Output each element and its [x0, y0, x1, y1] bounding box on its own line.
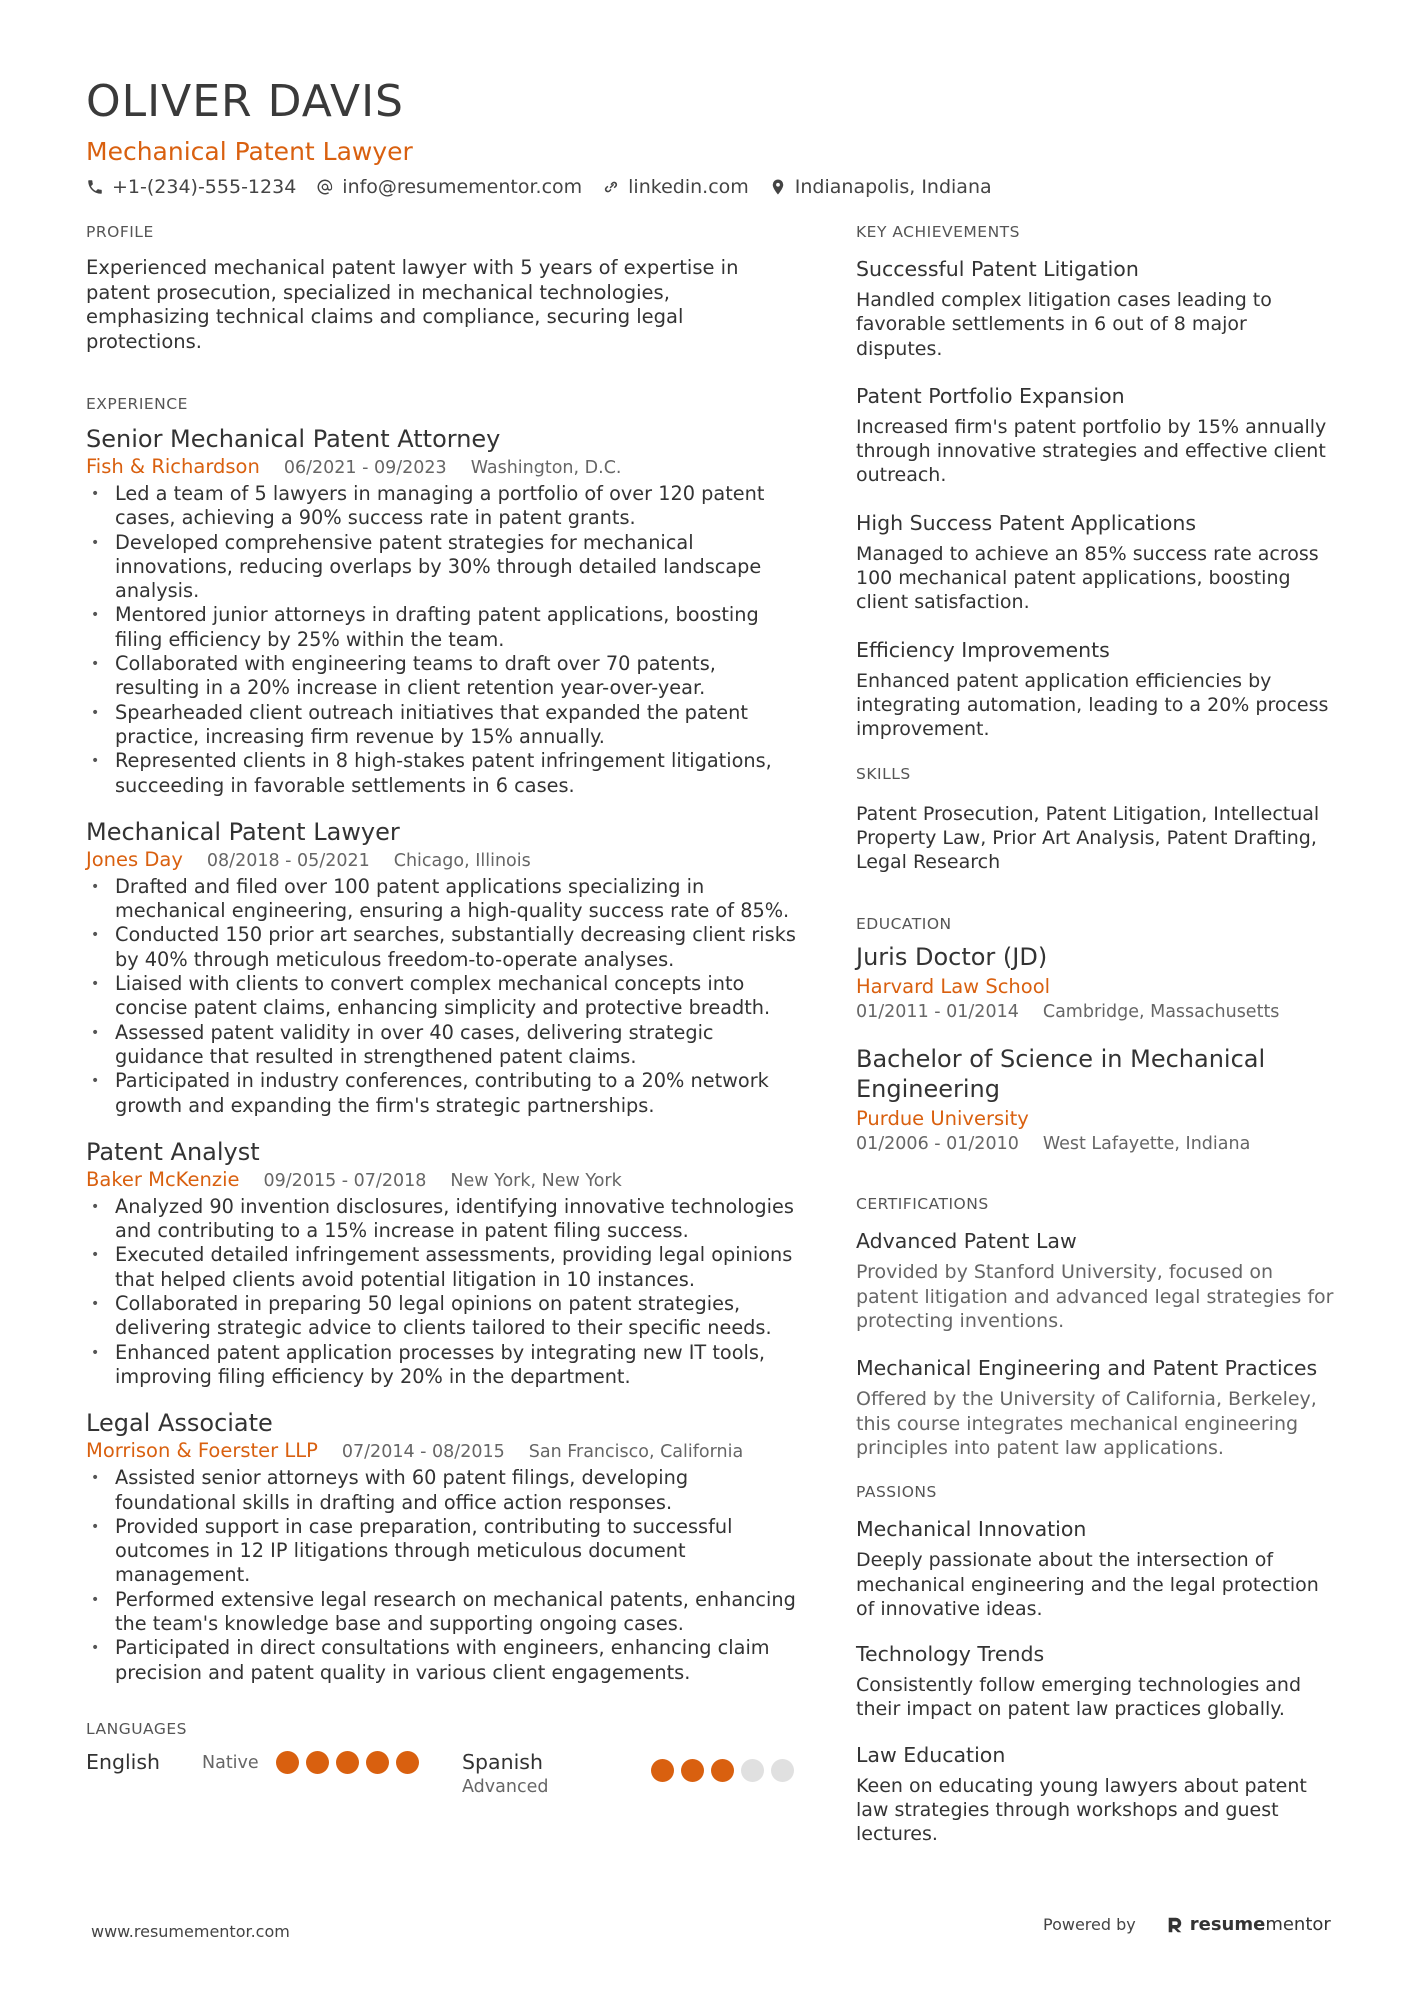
- job-bullets: [86, 1195, 798, 1389]
- achievement-item: [856, 256, 1334, 361]
- location-pin-icon: [769, 178, 787, 196]
- bullet-item: • Conducted 150 prior art searches, substantially decreasing client risks by 40% through meticulous freedom-to-operate analyses.: [86, 923, 798, 972]
- rating-dot-filled: [306, 1751, 329, 1774]
- education-location: Cambridge, Massachusetts: [1042, 1002, 1280, 1023]
- passion-item: [856, 1516, 1334, 1621]
- left-column: [86, 222, 798, 1799]
- bullet-item: • Collaborated in preparing 50 legal opinions on patent strategies, delivering strategic advice to clients tailored to their specific needs.: [86, 1292, 798, 1341]
- brand-name-bold: resume: [1189, 1914, 1266, 1935]
- language-rating: [651, 1759, 794, 1782]
- link-text: linkedin.com: [628, 176, 749, 198]
- education-date: 01/2011 - 01/2014: [856, 1002, 1019, 1023]
- brand-name-light: mentor: [1265, 1914, 1331, 1935]
- job-date: 08/2018 - 05/2021: [206, 850, 370, 871]
- achievement-title: Efficiency Improvements: [856, 637, 1110, 662]
- profile-summary: Experienced mechanical patent lawyer with 5 years of expertise in patent prosecution, specialized in mechanical technologies, emphasizing technical claims and compliance, securing legal protections.: [86, 256, 739, 353]
- bullet-item: • Collaborated with engineering teams to draft over 70 patents, resulting in a 20% increase in client retention year-over-year.: [86, 652, 798, 701]
- certifications-section: [856, 1194, 1334, 1460]
- certification-item: [856, 1228, 1334, 1333]
- achievement-desc: Handled complex litigation cases leading to favorable settlements in 6 out of 8 major disputes.: [856, 289, 1272, 360]
- bullet-item: • Led a team of 5 lawyers in managing a portfolio of over 120 patent cases, achieving a 90% success rate in patent grants.: [86, 482, 798, 531]
- job-location: New York, New York: [450, 1170, 622, 1191]
- passion-item: [856, 1641, 1334, 1722]
- skills-section: [856, 764, 1334, 875]
- job-company: Morrison & Foerster LLP: [86, 1439, 318, 1463]
- education-degree: Bachelor of Science in Mechanical Engineering: [856, 1045, 1266, 1104]
- rating-dot-filled: [396, 1751, 419, 1774]
- candidate-title: Mechanical Patent Lawyer: [86, 137, 413, 166]
- achievement-item: [856, 383, 1334, 488]
- education-item: [856, 1044, 1334, 1156]
- job-date: 06/2021 - 09/2023: [283, 458, 447, 478]
- skills-heading: SKILLS: [856, 764, 911, 783]
- rating-dot-empty: [741, 1759, 764, 1782]
- achievement-title: High Success Patent Applications: [856, 510, 1197, 535]
- job-location: San Francisco, California: [528, 1442, 744, 1463]
- bullet-item: • Participated in industry conferences, contributing to a 20% network growth and expanding the firm's strategic partnerships.: [86, 1069, 798, 1118]
- job-entry: [86, 1137, 798, 1389]
- certifications-heading: CERTIFICATIONS: [856, 1195, 989, 1214]
- language-name: Spanish: [462, 1749, 543, 1774]
- job-bullets: [86, 482, 798, 798]
- resumementor-logo-icon: [1166, 1916, 1184, 1934]
- job-meta: [86, 1168, 798, 1191]
- languages-heading: LANGUAGES: [86, 1719, 188, 1738]
- bullet-item: • Executed detailed infringement assessments, providing legal opinions that helped clients avoid potential litigation in 10 instances.: [86, 1243, 798, 1292]
- link-icon: [602, 178, 620, 196]
- education-section: [856, 914, 1334, 1156]
- job-role: Legal Associate: [86, 1409, 273, 1438]
- passion-desc: Deeply passionate about the intersection of mechanical engineering and the legal protection of innovative ideas.: [856, 1549, 1319, 1620]
- rating-dot-filled: [336, 1751, 359, 1774]
- rating-dot-empty: [771, 1759, 794, 1782]
- rating-dot-filled: [651, 1759, 674, 1782]
- job-entry: [86, 424, 798, 798]
- profile-section: [86, 222, 798, 354]
- passion-title: Law Education: [856, 1742, 1006, 1767]
- bullet-item: • Represented clients in 8 high-stakes patent infringement litigations, succeeding in favorable settlements in 6 cases.: [86, 749, 798, 798]
- contact-location: [769, 176, 992, 198]
- powered-by-label: Powered by: [1043, 1915, 1136, 1934]
- education-meta: [856, 1132, 1334, 1156]
- at-icon: [316, 178, 334, 196]
- passion-item: [856, 1742, 1334, 1847]
- language-level: Native: [202, 1752, 259, 1773]
- brand-logo[interactable]: [1166, 1914, 1331, 1935]
- bullet-item: • Assisted senior attorneys with 60 patent filings, developing foundational skills in drafting and office action responses.: [86, 1466, 798, 1515]
- resume-header: [86, 74, 1326, 198]
- bullet-item: • Liaised with clients to convert complex mechanical concepts into concise patent claims, enhancing simplicity and protective breadth.: [86, 972, 798, 1021]
- location-text: Indianapolis, Indiana: [794, 176, 992, 198]
- language-rating: [276, 1751, 419, 1774]
- rating-dot-filled: [681, 1759, 704, 1782]
- job-company: Jones Day: [86, 847, 183, 871]
- rating-dot-filled: [711, 1759, 734, 1782]
- job-date: 09/2015 - 07/2018: [263, 1170, 427, 1191]
- passion-title: Mechanical Innovation: [856, 1517, 1087, 1542]
- bullet-item: • Spearheaded client outreach initiatives that expanded the patent practice, increasing firm revenue by 15% annually.: [86, 701, 798, 750]
- job-role: Patent Analyst: [86, 1137, 260, 1166]
- bullet-item: • Analyzed 90 invention disclosures, identifying innovative technologies and contributing to a 15% increase in patent filing success.: [86, 1195, 798, 1244]
- education-location: West Lafayette, Indiana: [1042, 1134, 1251, 1155]
- rating-dot-filled: [366, 1751, 389, 1774]
- email-text: info@resumementor.com: [342, 176, 583, 198]
- certification-desc: Provided by Stanford University, focused on patent litigation and advanced legal strategies for protecting inventions.: [856, 1261, 1334, 1333]
- education-heading: EDUCATION: [856, 915, 952, 934]
- contact-email[interactable]: [316, 176, 582, 198]
- candidate-name: OLIVER DAVIS: [86, 76, 404, 127]
- achievement-desc: Managed to achieve an 85% success rate across 100 mechanical patent applications, boosting client satisfaction.: [856, 542, 1319, 614]
- language-name: English: [86, 1749, 161, 1774]
- languages-list: [86, 1749, 798, 1799]
- job-meta: [86, 455, 798, 478]
- job-role: Mechanical Patent Lawyer: [86, 817, 400, 846]
- passion-title: Technology Trends: [856, 1642, 1045, 1667]
- bullet-item: • Provided support in case preparation, contributing to successful outcomes in 12 IP litigations through meticulous document management.: [86, 1515, 798, 1588]
- job-location: Washington, D.C.: [470, 458, 622, 478]
- bullet-item: • Mentored junior attorneys in drafting patent applications, boosting filing efficiency by 25% within the team.: [86, 603, 798, 652]
- achievement-desc: Increased firm's patent portfolio by 15% annually through innovative strategies and effective client outreach.: [856, 415, 1327, 487]
- bullet-item: • Developed comprehensive patent strategies for mechanical innovations, reducing overlaps by 30% through detailed landscape analysis.: [86, 531, 798, 604]
- job-bullets: [86, 1466, 798, 1685]
- language-level: Advanced: [462, 1776, 549, 1797]
- experience-heading: EXPERIENCE: [86, 395, 188, 413]
- job-bullets: [86, 875, 798, 1118]
- certification-title: Advanced Patent Law: [856, 1229, 1077, 1254]
- job-entry: [86, 817, 798, 1118]
- achievement-desc: Enhanced patent application efficiencies by integrating automation, leading to a 20% process improvement.: [856, 669, 1329, 741]
- job-location: Chicago, Illinois: [393, 850, 531, 871]
- job-company: Baker McKenzie: [86, 1167, 240, 1191]
- certification-desc: Offered by the University of California, Berkeley, this course integrates mechanical engineering principles into patent law applications.: [856, 1388, 1317, 1459]
- certification-item: [856, 1355, 1334, 1460]
- achievement-item: [856, 637, 1334, 742]
- certification-title: Mechanical Engineering and Patent Practices: [856, 1356, 1318, 1381]
- language-item: [462, 1749, 794, 1799]
- footer-website[interactable]: www.resumementor.com: [91, 1922, 290, 1941]
- achievement-title: Patent Portfolio Expansion: [856, 383, 1125, 408]
- passion-desc: Consistently follow emerging technologies and their impact on patent law practices globally.: [856, 1674, 1302, 1721]
- job-meta: [86, 848, 798, 871]
- job-role: Senior Mechanical Patent Attorney: [86, 425, 501, 453]
- contact-phone: [86, 176, 296, 198]
- education-date: 01/2006 - 01/2010: [856, 1134, 1019, 1155]
- bullet-item: • Participated in direct consultations with engineers, enhancing claim precision and patent quality in various client engagements.: [86, 1636, 798, 1685]
- achievements-heading: KEY ACHIEVEMENTS: [856, 223, 1020, 241]
- education-school: Purdue University: [856, 1107, 1029, 1131]
- experience-section: [86, 394, 798, 1685]
- achievements-section: [856, 222, 1334, 742]
- passions-section: [856, 1482, 1334, 1846]
- contact-bar: [86, 176, 1326, 198]
- phone-icon: [86, 178, 104, 196]
- languages-section: [86, 1719, 798, 1799]
- language-item: [86, 1749, 462, 1775]
- job-date: 07/2014 - 08/2015: [341, 1442, 505, 1463]
- passions-heading: PASSIONS: [856, 1483, 937, 1502]
- job-entry: [86, 1408, 798, 1685]
- achievement-item: [856, 510, 1334, 615]
- bullet-item: • Performed extensive legal research on mechanical patents, enhancing the team's knowledge base and supporting ongoing cases.: [86, 1588, 798, 1637]
- bullet-item: • Enhanced patent application processes by integrating new IT tools, improving filing efficiency by 20% in the department.: [86, 1341, 798, 1390]
- education-school: Harvard Law School: [856, 975, 1051, 999]
- education-degree: Juris Doctor (JD): [856, 943, 1048, 972]
- footer-branding: [1043, 1914, 1331, 1935]
- contact-link[interactable]: [602, 176, 749, 198]
- skills-list: Patent Prosecution, Patent Litigation, Intellectual Property Law, Prior Art Analysis, Patent Drafting, Legal Research: [856, 802, 1320, 874]
- bullet-item: • Drafted and filed over 100 patent applications specializing in mechanical engineering, ensuring a high-quality success rate of 85%.: [86, 875, 798, 924]
- job-company: Fish & Richardson: [86, 455, 260, 478]
- bullet-item: • Assessed patent validity in over 40 cases, delivering strategic guidance that resulted in strengthened patent claims.: [86, 1021, 798, 1070]
- right-column: [856, 222, 1334, 1867]
- phone-text: +1-(234)-555-1234: [112, 176, 297, 198]
- rating-dot-filled: [276, 1751, 299, 1774]
- job-meta: [86, 1439, 798, 1462]
- education-item: [856, 942, 1334, 1024]
- education-meta: [856, 1000, 1334, 1024]
- achievement-title: Successful Patent Litigation: [856, 257, 1139, 281]
- profile-heading: PROFILE: [86, 223, 154, 241]
- passion-desc: Keen on educating young lawyers about patent law strategies through workshops and guest lectures.: [856, 1774, 1307, 1846]
